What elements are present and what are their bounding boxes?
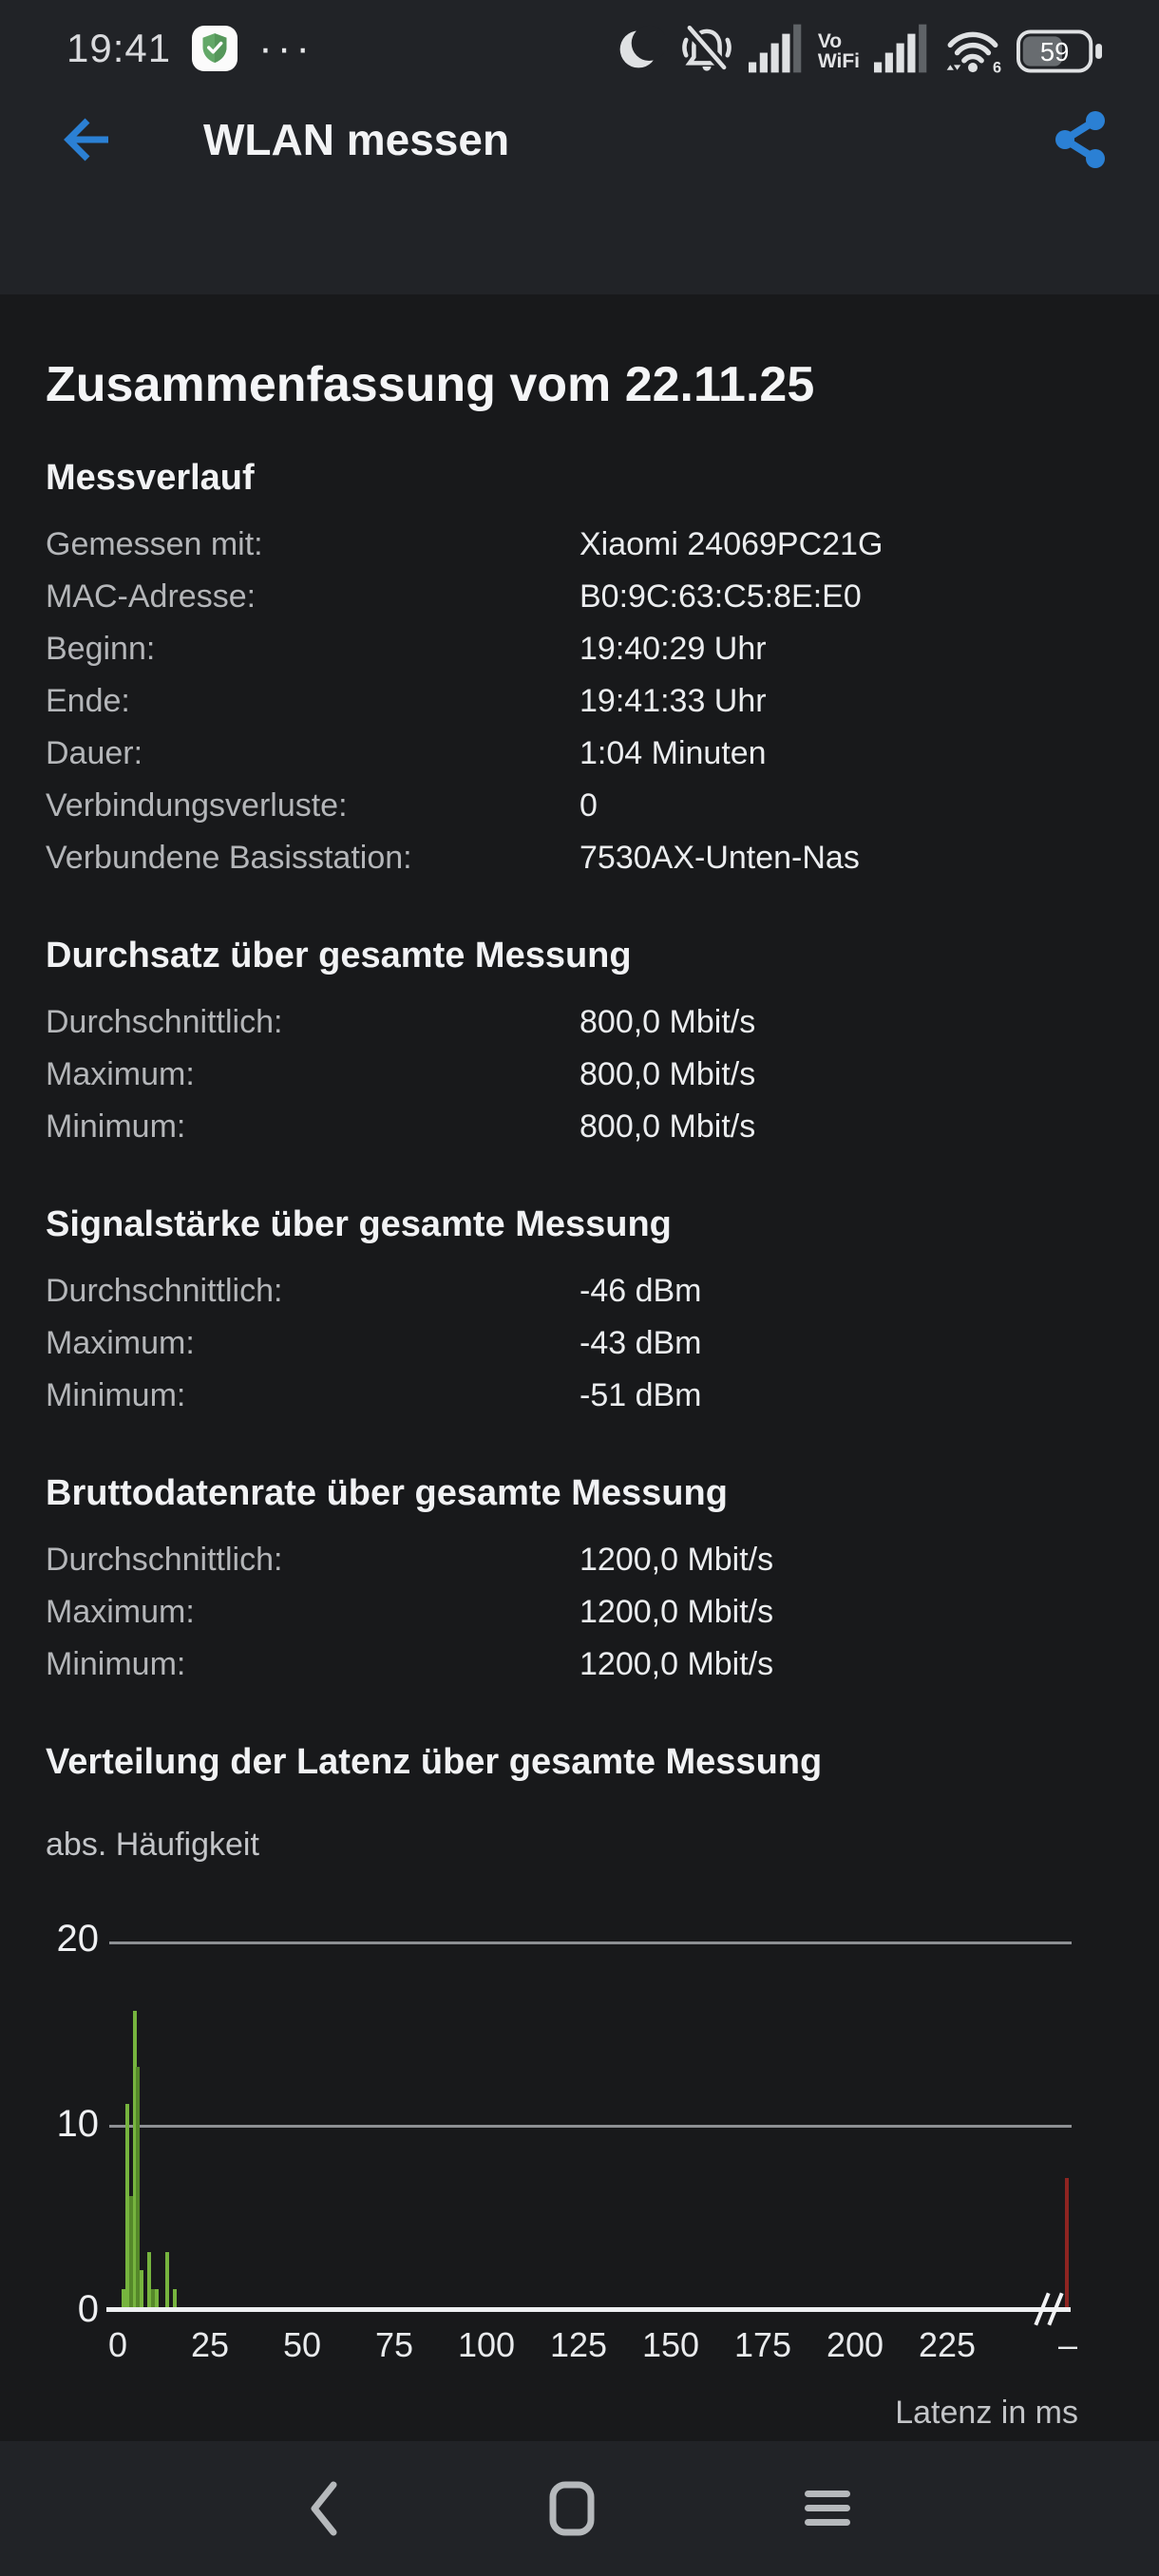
top-bar xyxy=(0,0,1159,294)
y-tick-label: 20 xyxy=(56,1918,99,1960)
battery-percent-label: 59 xyxy=(1039,36,1070,66)
kv-label: Maximum: xyxy=(46,1056,195,1092)
x-tick-label: 25 xyxy=(190,2325,230,2364)
chart-x-ticks xyxy=(107,2325,1078,2369)
moon-dnd-icon xyxy=(616,24,665,73)
section-heading: Signalstärke über gesamte Messung xyxy=(46,1204,672,1244)
gridline-20 xyxy=(109,1941,1072,1944)
x-tick-label: 200 xyxy=(826,2325,884,2364)
kv-row xyxy=(46,1638,1113,1691)
vowifi-line1: Vo xyxy=(817,30,843,52)
kv-label: Minimum: xyxy=(46,1108,186,1145)
menu-lines-icon xyxy=(802,2478,853,2539)
kv-label: Gemessen mit: xyxy=(46,526,263,562)
clock: 19:41 xyxy=(66,26,172,70)
summary-section xyxy=(46,1203,1113,1422)
section-heading: Messverlauf xyxy=(46,458,255,498)
section-heading: Durchsatz über gesamte Messung xyxy=(46,936,632,975)
kv-row xyxy=(46,1265,1113,1317)
kv-label: Minimum: xyxy=(46,1646,186,1682)
kv-row xyxy=(46,996,1113,1049)
y-tick-label: 10 xyxy=(56,2103,99,2145)
kv-value: B0:9C:63:C5:8E:E0 xyxy=(580,578,862,615)
kv-row xyxy=(46,1586,1113,1638)
kv-value: 1200,0 Mbit/s xyxy=(580,1594,774,1630)
kv-label: Verbindungsverluste: xyxy=(46,787,348,824)
x-tick-label-no-response: – xyxy=(1057,2325,1078,2364)
summary-content xyxy=(0,294,1159,2441)
summary-section xyxy=(46,934,1113,1153)
status-bar-left xyxy=(66,26,314,71)
kv-label: Maximum: xyxy=(46,1325,195,1361)
kv-label: Maximum: xyxy=(46,1594,195,1630)
kv-label: Verbundene Basisstation: xyxy=(46,840,412,876)
nav-home-button[interactable] xyxy=(547,2478,597,2539)
chart-x-caption: Latenz in ms xyxy=(895,2395,1078,2431)
vowifi-label xyxy=(818,31,860,73)
kv-row xyxy=(46,1317,1113,1370)
x-tick-label: 0 xyxy=(107,2325,128,2364)
kv-value: 800,0 Mbit/s xyxy=(580,1004,756,1040)
kv-label: Dauer: xyxy=(46,735,143,771)
kv-value: 1:04 Minuten xyxy=(580,735,767,771)
histogram-bar xyxy=(173,2289,177,2308)
wifi-gen-label: 6 xyxy=(992,59,1002,73)
chart-plot xyxy=(109,1941,1072,2312)
kv-value: 800,0 Mbit/s xyxy=(580,1056,756,1092)
histogram-bar xyxy=(140,2270,143,2307)
x-tick-label: 50 xyxy=(282,2325,322,2364)
histogram-bar xyxy=(165,2252,169,2308)
sections xyxy=(46,456,1113,1691)
x-tick-label: 125 xyxy=(549,2325,608,2364)
kv-value: 1200,0 Mbit/s xyxy=(580,1542,774,1578)
kv-row xyxy=(46,1049,1113,1101)
y-tick-label: 0 xyxy=(77,2288,99,2330)
kv-label: Durchschnittlich: xyxy=(46,1004,283,1040)
kv-label: Durchschnittlich: xyxy=(46,1542,283,1578)
cell-signal-icon xyxy=(749,24,804,73)
more-notifications-dots: ··· xyxy=(258,25,315,71)
cell-signal-icon-2 xyxy=(874,24,929,73)
kv-row xyxy=(46,1101,1113,1153)
kv-label: Ende: xyxy=(46,683,130,719)
summary-section xyxy=(46,456,1113,884)
histogram-bar xyxy=(155,2289,159,2308)
kv-value: -51 dBm xyxy=(580,1377,702,1413)
kv-value: 19:41:33 Uhr xyxy=(580,683,767,719)
chevron-left-icon xyxy=(306,2478,342,2539)
kv-row xyxy=(46,571,1113,623)
kv-value: 0 xyxy=(580,787,598,824)
vowifi-line2: WiFi xyxy=(817,50,860,72)
home-square-icon xyxy=(547,2478,597,2539)
gridline-10 xyxy=(109,2125,1072,2128)
x-tick-label: 75 xyxy=(374,2325,414,2364)
nav-back-button[interactable] xyxy=(306,2478,342,2539)
kv-value: 7530AX-Unten-Nas xyxy=(580,840,860,876)
kv-value: 800,0 Mbit/s xyxy=(580,1108,756,1145)
section-heading: Bruttodatenrate über gesamte Messung xyxy=(46,1473,728,1513)
back-button[interactable] xyxy=(61,112,116,167)
share-icon xyxy=(1054,110,1106,169)
wifi6-icon xyxy=(943,24,1002,73)
kv-row xyxy=(46,728,1113,780)
nav-recents-button[interactable] xyxy=(802,2478,853,2539)
android-nav-bar xyxy=(0,2441,1159,2576)
histogram-bar-no-response xyxy=(1065,2178,1069,2308)
kv-row xyxy=(46,519,1113,571)
kv-value: -46 dBm xyxy=(580,1273,702,1309)
shield-check-icon xyxy=(196,29,234,67)
status-bar xyxy=(0,0,1159,74)
battery-icon xyxy=(1016,29,1102,73)
kv-row xyxy=(46,675,1113,728)
latency-histogram xyxy=(46,1918,1113,2330)
kv-row xyxy=(46,780,1113,832)
x-tick-label: 225 xyxy=(918,2325,977,2364)
bell-off-icon xyxy=(679,24,734,73)
adguard-shield-icon xyxy=(192,26,238,71)
x-axis-line xyxy=(106,2307,1071,2312)
x-tick-label: 150 xyxy=(641,2325,700,2364)
summary-title: Zusammenfassung vom 22.11.25 xyxy=(46,357,815,412)
kv-value: 1200,0 Mbit/s xyxy=(580,1646,774,1682)
kv-row xyxy=(46,623,1113,675)
summary-section xyxy=(46,1471,1113,1691)
chart-section-heading: Verteilung der Latenz über gesamte Messung xyxy=(46,1742,823,1782)
chart-y-caption: abs. Häufigkeit xyxy=(46,1827,259,1863)
kv-row xyxy=(46,1370,1113,1422)
kv-row xyxy=(46,832,1113,884)
kv-value: Xiaomi 24069PC21G xyxy=(580,526,884,562)
x-tick-label: 100 xyxy=(457,2325,516,2364)
kv-value: -43 dBm xyxy=(580,1325,702,1361)
status-bar-right xyxy=(616,24,1102,73)
kv-label: Beginn: xyxy=(46,631,156,667)
x-tick-label: 175 xyxy=(733,2325,792,2364)
kv-label: MAC-Adresse: xyxy=(46,578,256,615)
kv-row xyxy=(46,1534,1113,1586)
page-title: WLAN messen xyxy=(203,115,510,164)
kv-value: 19:40:29 Uhr xyxy=(580,631,767,667)
arrow-left-icon xyxy=(61,112,116,167)
share-button[interactable] xyxy=(1054,110,1106,169)
kv-label: Minimum: xyxy=(46,1377,186,1413)
app-header xyxy=(0,74,1159,169)
kv-label: Durchschnittlich: xyxy=(46,1273,283,1309)
